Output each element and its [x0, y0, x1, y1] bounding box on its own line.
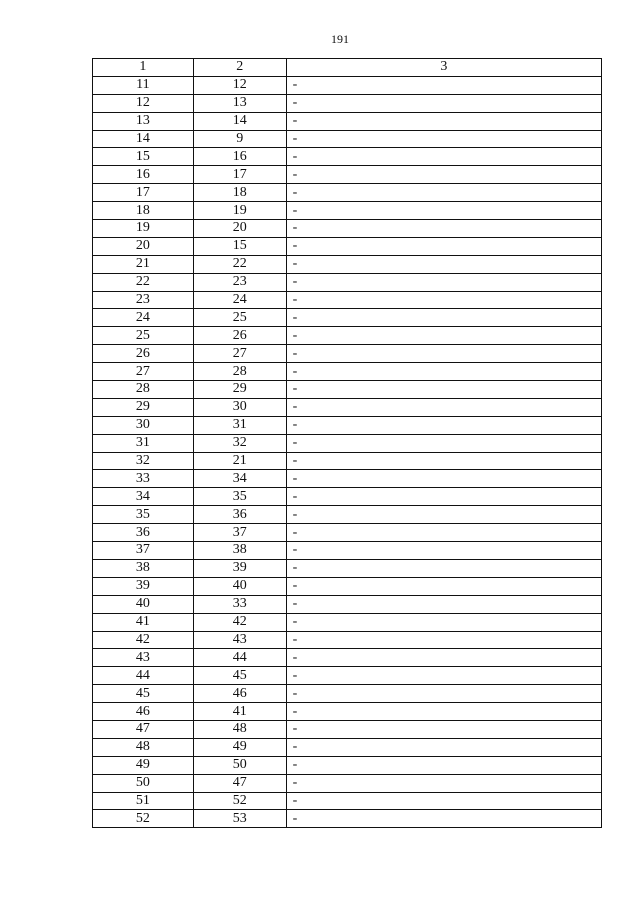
column-header-3: 3 [286, 59, 601, 77]
table-cell-col-1: 51 [93, 792, 194, 810]
table-cell-col-1: 31 [93, 434, 194, 452]
table-cell-col-1: 25 [93, 327, 194, 345]
table-cell-col-1: 39 [93, 577, 194, 595]
table-cell-col-3: - [286, 327, 601, 345]
table-row [93, 202, 602, 220]
table-cell-col-2: 20 [193, 220, 286, 238]
table-cell-col-3: - [286, 184, 601, 202]
table-cell-col-2: 47 [193, 774, 286, 792]
table-cell-col-3: - [286, 291, 601, 309]
table-cell-col-2: 25 [193, 309, 286, 327]
table-cell-col-1: 22 [93, 273, 194, 291]
table-row [93, 542, 602, 560]
table-cell-col-2: 23 [193, 273, 286, 291]
table-cell-col-3: - [286, 756, 601, 774]
table-row [93, 524, 602, 542]
table-cell-col-1: 47 [93, 720, 194, 738]
table-cell-col-3: - [286, 774, 601, 792]
table-row [93, 756, 602, 774]
table-cell-col-2: 27 [193, 345, 286, 363]
table-row [93, 613, 602, 631]
table-cell-col-1: 13 [93, 112, 194, 130]
table-cell-col-2: 26 [193, 327, 286, 345]
table-row [93, 631, 602, 649]
table-cell-col-3: - [286, 309, 601, 327]
table-row [93, 327, 602, 345]
table-cell-col-3: - [286, 792, 601, 810]
table-cell-col-2: 39 [193, 559, 286, 577]
table-cell-col-3: - [286, 220, 601, 238]
table-cell-col-2: 49 [193, 738, 286, 756]
table-cell-col-3: - [286, 810, 601, 828]
table-cell-col-2: 53 [193, 810, 286, 828]
table-cell-col-1: 27 [93, 363, 194, 381]
table-cell-col-3: - [286, 166, 601, 184]
table-cell-col-2: 18 [193, 184, 286, 202]
table-cell-col-2: 28 [193, 363, 286, 381]
table-cell-col-3: - [286, 255, 601, 273]
data-table [92, 58, 602, 828]
table-row [93, 738, 602, 756]
table-cell-col-2: 29 [193, 381, 286, 399]
table-cell-col-1: 28 [93, 381, 194, 399]
table-cell-col-2: 35 [193, 488, 286, 506]
table-cell-col-1: 43 [93, 649, 194, 667]
table-cell-col-2: 37 [193, 524, 286, 542]
table-row [93, 470, 602, 488]
table-cell-col-3: - [286, 130, 601, 148]
table-cell-col-3: - [286, 542, 601, 560]
table-cell-col-1: 11 [93, 76, 194, 94]
table-cell-col-1: 46 [93, 703, 194, 721]
table-row [93, 649, 602, 667]
table-cell-col-3: - [286, 649, 601, 667]
table-row [93, 255, 602, 273]
table-cell-col-1: 50 [93, 774, 194, 792]
table-cell-col-2: 30 [193, 398, 286, 416]
table-cell-col-1: 49 [93, 756, 194, 774]
table-cell-col-2: 50 [193, 756, 286, 774]
table-cell-col-1: 44 [93, 667, 194, 685]
table-cell-col-3: - [286, 470, 601, 488]
table-cell-col-2: 43 [193, 631, 286, 649]
table-cell-col-3: - [286, 76, 601, 94]
table-cell-col-1: 12 [93, 94, 194, 112]
table-row [93, 685, 602, 703]
table-cell-col-1: 18 [93, 202, 194, 220]
table-cell-col-1: 16 [93, 166, 194, 184]
table-cell-col-2: 52 [193, 792, 286, 810]
column-header-1: 1 [93, 59, 194, 77]
table-cell-col-2: 42 [193, 613, 286, 631]
table-cell-col-1: 21 [93, 255, 194, 273]
table-cell-col-1: 24 [93, 309, 194, 327]
table-row [93, 577, 602, 595]
table-cell-col-1: 26 [93, 345, 194, 363]
table-cell-col-2: 34 [193, 470, 286, 488]
table-row [93, 595, 602, 613]
table-cell-col-3: - [286, 381, 601, 399]
table-cell-col-3: - [286, 148, 601, 166]
table-cell-col-1: 45 [93, 685, 194, 703]
table-header-row [93, 59, 602, 77]
table-cell-col-3: - [286, 667, 601, 685]
table-cell-col-1: 14 [93, 130, 194, 148]
table-row [93, 309, 602, 327]
table-cell-col-1: 36 [93, 524, 194, 542]
table-cell-col-3: - [286, 488, 601, 506]
table-cell-col-3: - [286, 577, 601, 595]
table-row [93, 273, 602, 291]
table-row [93, 76, 602, 94]
table-cell-col-2: 33 [193, 595, 286, 613]
table-row [93, 810, 602, 828]
table-cell-col-2: 40 [193, 577, 286, 595]
table-cell-col-2: 46 [193, 685, 286, 703]
table-cell-col-1: 42 [93, 631, 194, 649]
table-row [93, 398, 602, 416]
table-cell-col-3: - [286, 506, 601, 524]
table-cell-col-2: 12 [193, 76, 286, 94]
table-cell-col-3: - [286, 112, 601, 130]
table-cell-col-3: - [286, 345, 601, 363]
table-cell-col-1: 35 [93, 506, 194, 524]
table-row [93, 148, 602, 166]
table-row [93, 130, 602, 148]
table-row [93, 559, 602, 577]
table-row [93, 237, 602, 255]
table-cell-col-3: - [286, 434, 601, 452]
table-cell-col-1: 41 [93, 613, 194, 631]
table-cell-col-3: - [286, 416, 601, 434]
table-cell-col-2: 21 [193, 452, 286, 470]
table-cell-col-1: 33 [93, 470, 194, 488]
table-cell-col-2: 13 [193, 94, 286, 112]
table-cell-col-3: - [286, 559, 601, 577]
table-cell-col-2: 45 [193, 667, 286, 685]
table-row [93, 774, 602, 792]
table-cell-col-2: 48 [193, 720, 286, 738]
table-cell-col-1: 20 [93, 237, 194, 255]
table-cell-col-2: 32 [193, 434, 286, 452]
table-row [93, 703, 602, 721]
table-cell-col-3: - [286, 398, 601, 416]
table-cell-col-3: - [286, 273, 601, 291]
table-cell-col-1: 29 [93, 398, 194, 416]
table-cell-col-3: - [286, 202, 601, 220]
table-cell-col-3: - [286, 524, 601, 542]
table-cell-col-2: 14 [193, 112, 286, 130]
table-cell-col-3: - [286, 363, 601, 381]
table-cell-col-2: 9 [193, 130, 286, 148]
table-cell-col-1: 40 [93, 595, 194, 613]
table-row [93, 452, 602, 470]
table-cell-col-3: - [286, 631, 601, 649]
table-cell-col-3: - [286, 94, 601, 112]
table-cell-col-1: 52 [93, 810, 194, 828]
table-cell-col-3: - [286, 237, 601, 255]
table-cell-col-2: 31 [193, 416, 286, 434]
table-cell-col-1: 38 [93, 559, 194, 577]
table-cell-col-2: 36 [193, 506, 286, 524]
table-cell-col-1: 17 [93, 184, 194, 202]
table-row [93, 345, 602, 363]
table-cell-col-2: 24 [193, 291, 286, 309]
table-cell-col-2: 41 [193, 703, 286, 721]
table-row [93, 434, 602, 452]
table-cell-col-1: 48 [93, 738, 194, 756]
table-cell-col-1: 37 [93, 542, 194, 560]
table-cell-col-1: 34 [93, 488, 194, 506]
table-row [93, 94, 602, 112]
table-row [93, 112, 602, 130]
table-cell-col-3: - [286, 452, 601, 470]
table-row [93, 363, 602, 381]
table-cell-col-2: 16 [193, 148, 286, 166]
table-cell-col-1: 30 [93, 416, 194, 434]
table-body [93, 76, 602, 827]
column-header-2: 2 [193, 59, 286, 77]
table-row [93, 184, 602, 202]
table-cell-col-1: 23 [93, 291, 194, 309]
table-row [93, 220, 602, 238]
table-cell-col-3: - [286, 595, 601, 613]
table-cell-col-2: 38 [193, 542, 286, 560]
table-cell-col-1: 19 [93, 220, 194, 238]
table-cell-col-2: 17 [193, 166, 286, 184]
page-number: 191 [331, 32, 349, 46]
table-cell-col-3: - [286, 720, 601, 738]
table-cell-col-2: 22 [193, 255, 286, 273]
table-cell-col-2: 19 [193, 202, 286, 220]
table-row [93, 667, 602, 685]
table-row [93, 488, 602, 506]
table-cell-col-3: - [286, 738, 601, 756]
table-row [93, 506, 602, 524]
table-cell-col-1: 32 [93, 452, 194, 470]
table-row [93, 720, 602, 738]
table-cell-col-3: - [286, 685, 601, 703]
table-row [93, 416, 602, 434]
table-row [93, 291, 602, 309]
table-cell-col-2: 15 [193, 237, 286, 255]
table-row [93, 166, 602, 184]
table-cell-col-3: - [286, 613, 601, 631]
table-cell-col-1: 15 [93, 148, 194, 166]
table-cell-col-2: 44 [193, 649, 286, 667]
table-cell-col-3: - [286, 703, 601, 721]
table-row [93, 792, 602, 810]
table-row [93, 381, 602, 399]
